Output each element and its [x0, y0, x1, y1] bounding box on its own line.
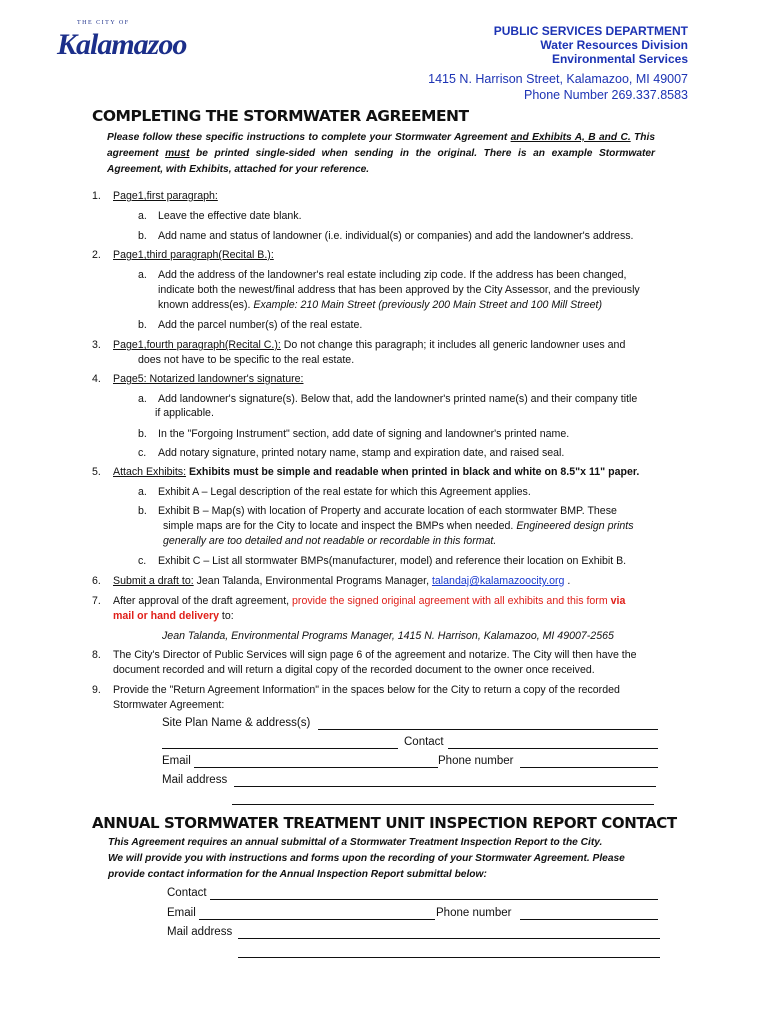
item-6-number: 6.: [92, 575, 101, 587]
intro-text-3: be printed single-sided when sending in the original. There is an example Stormwater Agreement, with Exhibits, attached for your reference.: [107, 148, 656, 175]
street-address: 1415 N. Harrison Street, Kalamazoo, MI 49007: [428, 72, 688, 86]
item-8-number: 8.: [92, 649, 101, 661]
item-1-label: Page1,first paragraph:: [113, 190, 218, 202]
item-4-label: Page5: Notarized landowner's signature:: [113, 373, 304, 385]
item-5a-text: Exhibit A – Legal description of the real estate for which this Agreement applies.: [158, 486, 531, 498]
site-plan-label: Site Plan Name & address(s): [162, 717, 311, 729]
item-4a-line1: Add landowner's signature(s). Below that, add the landowner's printed name(s) and their company title: [158, 393, 638, 405]
item-5-line: [113, 465, 639, 480]
contact-name-input[interactable]: [162, 748, 398, 749]
section-2-intro-line2: We will provide you with instructions and forms upon the recording of your Stormwater Agreement. Please: [108, 853, 625, 864]
mail-address-input[interactable]: [234, 786, 656, 787]
item-6-text: Jean Talanda, Environmental Programs Manager,: [193, 575, 432, 587]
item-2-label: Page1,third paragraph(Recital B.):: [113, 249, 274, 261]
item-5-number: 5.: [92, 466, 101, 478]
division-name: Water Resources Division: [540, 38, 688, 52]
item-5c-letter: c.: [138, 555, 147, 567]
item-4a-line2: if applicable.: [155, 407, 214, 419]
annual-phone-label: Phone number: [436, 907, 512, 919]
item-7-number: 7.: [92, 595, 101, 607]
item-3-line1: [113, 338, 625, 353]
item-6-label: Submit a draft to:: [113, 575, 194, 587]
annual-contact-label: Contact: [167, 887, 207, 899]
item-4c-letter: c.: [138, 447, 147, 459]
email-label: Email: [162, 755, 191, 767]
item-5b-line2-italic: Engineered design prints: [516, 520, 634, 532]
item-5b-line2: [163, 519, 634, 534]
item-8-line2: document recorded and will return a digital copy of the recorded document to the owner once received.: [113, 664, 595, 676]
mail-address-input-2[interactable]: [232, 804, 654, 805]
intro-text-2: This agreement: [107, 132, 655, 159]
annual-phone-input[interactable]: [520, 919, 658, 920]
section-2-intro-line1: This Agreement requires an annual submittal of a Stormwater Treatment Inspection Report to the City.: [108, 837, 603, 848]
item-2a-line3-text: known address(es).: [158, 299, 254, 311]
item-1-number: 1.: [92, 190, 101, 202]
item-2a-line3: [158, 298, 602, 313]
annual-email-input[interactable]: [199, 919, 435, 920]
item-6-end: .: [564, 575, 571, 587]
subdivision-name: Environmental Services: [551, 52, 688, 66]
item-2a-example: Example: 210 Main Street (previously 200 Main Street and 100 Mill Street): [253, 299, 602, 311]
item-9-line1: Provide the "Return Agreement Information" in the spaces below for the City to return a copy of the recorded: [113, 684, 620, 696]
item-7-address: Jean Talanda, Environmental Programs Manager, 1415 N. Harrison, Kalamazoo, MI 49007-2565: [162, 630, 614, 642]
item-7-line1: [113, 594, 625, 609]
item-5b-line1: Exhibit B – Map(s) with location of Property and accurate location of each stormwater BMP. These: [158, 505, 617, 517]
phone-number: Phone Number 269.337.8583: [523, 88, 688, 102]
item-6-line: [113, 574, 570, 589]
logo-word: Kalamazoo: [57, 28, 187, 61]
email-link[interactable]: talandaj@kalamazoocity.org: [431, 575, 565, 587]
item-4a-letter: a.: [138, 393, 147, 405]
item-9-line2: Stormwater Agreement:: [113, 699, 225, 711]
item-2a-line2: indicate both the newest/final address that has been approved by the City Assessor, and the previously: [158, 284, 640, 296]
section-2-title: ANNUAL STORMWATER TREATMENT UNIT INSPECTION REPORT CONTACT: [92, 814, 677, 832]
item-4c-text: Add notary signature, printed notary name, stamp and expiration date, and raised seal.: [158, 447, 565, 459]
annual-mail-input[interactable]: [238, 938, 660, 939]
item-1b-text: Add name and status of landowner (i.e. individual(s) or companies) and add the landowner's address.: [158, 230, 634, 242]
item-5b-line3: generally are too detailed and not readable or recordable in this format.: [163, 535, 497, 547]
contact-input[interactable]: [448, 748, 658, 749]
item-2b-letter: b.: [138, 319, 147, 331]
item-3-number: 3.: [92, 339, 101, 351]
item-2a-letter: a.: [138, 269, 147, 281]
item-3-text1: Do not change this paragraph; it includes all generic landowner uses and: [280, 339, 626, 351]
mail-address-label: Mail address: [162, 774, 228, 786]
phone-label: Phone number: [438, 755, 514, 767]
intro-text-1: Please follow these specific instructions to complete your Stormwater Agreement: [107, 132, 511, 143]
item-7-mail-delivery: mail or hand delivery: [113, 610, 219, 622]
phone-input[interactable]: [520, 767, 658, 768]
item-8-line1: The City's Director of Public Services will sign page 6 of the agreement and notarize. The City will then have the: [113, 649, 637, 661]
department-block: [494, 24, 688, 66]
annual-mail-input-2[interactable]: [238, 957, 660, 958]
section-2-intro: [108, 835, 668, 883]
city-logo: [55, 20, 187, 82]
contact-label: Contact: [404, 736, 444, 748]
item-7-red-text: provide the signed original agreement with all exhibits and this form: [292, 595, 611, 607]
item-1a-letter: a.: [138, 210, 147, 222]
item-7-via: via: [610, 595, 626, 607]
item-5c-text: Exhibit C – List all stormwater BMPs(manufacturer, model) and reference their location on Exhibit B.: [158, 555, 627, 567]
annual-email-label: Email: [167, 907, 196, 919]
department-name: PUBLIC SERVICES DEPARTMENT: [493, 24, 688, 38]
item-1b-letter: b.: [138, 230, 147, 242]
logo-small-text: THE CITY OF: [77, 20, 130, 26]
item-9-number: 9.: [92, 684, 101, 696]
item-2b-text: Add the parcel number(s) of the real estate.: [158, 319, 363, 331]
item-5-bold: Exhibits must be simple and readable when printed in black and white on 8.5"x 11" paper.: [186, 466, 640, 478]
item-2a-line1: Add the address of the landowner's real estate including zip code. If the address has been changed,: [158, 269, 627, 281]
item-5-label: Attach Exhibits:: [113, 466, 187, 478]
item-5b-line2-text: simple maps are for the City to locate and inspect the BMPs when needed.: [163, 520, 517, 532]
item-4-number: 4.: [92, 373, 101, 385]
annual-mail-label: Mail address: [167, 926, 233, 938]
section-2-intro-line3: provide contact information for the Annual Inspection Report submittal below:: [108, 869, 487, 880]
page-title: COMPLETING THE STORMWATER AGREEMENT: [92, 107, 469, 125]
intro-paragraph: [107, 130, 655, 178]
intro-must: must: [165, 148, 190, 159]
item-5b-letter: b.: [138, 505, 147, 517]
item-4b-letter: b.: [138, 428, 147, 440]
item-1a-text: Leave the effective date blank.: [158, 210, 302, 222]
site-plan-input[interactable]: [318, 729, 658, 730]
item-7-text: After approval of the draft agreement,: [113, 595, 293, 607]
item-5a-letter: a.: [138, 486, 147, 498]
item-7-line2: [113, 609, 234, 624]
item-7-to: to:: [218, 610, 234, 622]
address-block: [428, 71, 688, 103]
item-3-label: Page1,fourth paragraph(Recital C.):: [113, 339, 281, 351]
email-input[interactable]: [194, 767, 438, 768]
item-3-line2: does not have to be specific to the real estate.: [138, 354, 355, 366]
item-2-number: 2.: [92, 249, 101, 261]
annual-contact-input[interactable]: [210, 899, 658, 900]
intro-text-1-underline: and Exhibits A, B and C.: [510, 132, 631, 143]
item-4b-text: In the "Forgoing Instrument" section, add date of signing and landowner's printed name.: [158, 428, 570, 440]
